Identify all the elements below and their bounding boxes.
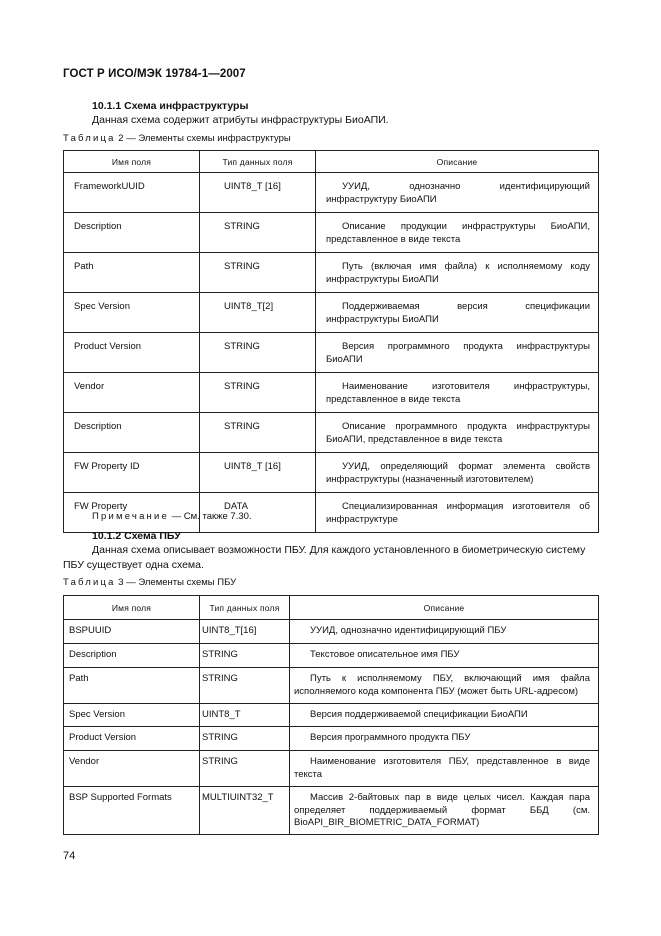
column-header-description: Описание bbox=[316, 151, 599, 173]
column-header-data-type: Тип данных поля bbox=[200, 151, 316, 173]
data-type-cell: STRING bbox=[200, 333, 316, 373]
table-row bbox=[64, 253, 599, 293]
field-name-cell: Path bbox=[64, 668, 200, 704]
description-cell: Массив 2-байтовых пар в виде целых чисел. Каждая пара определяет поддерживаемый формат ББД (см. BioAPI_BIR_BIOMETRIC_DATA_FORMAT) bbox=[290, 787, 599, 835]
data-type-cell: UINT8_T [16] bbox=[200, 173, 316, 213]
data-type-cell: STRING bbox=[200, 373, 316, 413]
field-name-cell: FW Property bbox=[64, 493, 200, 533]
data-type-cell: STRING bbox=[200, 213, 316, 253]
section-title-bsp-schema: 10.1.2 Схема ПБУ bbox=[92, 530, 181, 542]
column-header-field-name: Имя поля bbox=[64, 151, 200, 173]
column-header-data-type: Тип данных поля bbox=[200, 596, 290, 620]
data-type-cell: UINT8_T bbox=[200, 704, 290, 727]
table-2-note bbox=[92, 511, 252, 522]
description-cell: Наименование изготовителя ПБУ, представленное в виде текста bbox=[290, 751, 599, 787]
table-row bbox=[64, 668, 599, 704]
table-row bbox=[64, 173, 599, 213]
table-row bbox=[64, 787, 599, 835]
description-cell: УУИД, однозначно идентифицирующий инфраструктуру БиоАПИ bbox=[316, 173, 599, 213]
description-cell: Текстовое описательное имя ПБУ bbox=[290, 644, 599, 668]
data-type-cell: UINT8_T [16] bbox=[200, 453, 316, 493]
section-title-infrastructure-schema: 10.1.1 Схема инфраструктуры bbox=[92, 100, 249, 112]
note-text: — См. также 7.30. bbox=[171, 511, 252, 522]
table-row bbox=[64, 373, 599, 413]
data-type-cell: STRING bbox=[200, 727, 290, 751]
field-name-cell: Product Version bbox=[64, 727, 200, 751]
field-name-cell: FrameworkUUID bbox=[64, 173, 200, 213]
column-header-field-name: Имя поля bbox=[64, 596, 200, 620]
table-header-row bbox=[64, 596, 599, 620]
table-row bbox=[64, 620, 599, 644]
field-name-cell: Path bbox=[64, 253, 200, 293]
field-name-cell: BSP Supported Formats bbox=[64, 787, 200, 835]
description-cell: Описание программного продукта инфраструктуры БиоАПИ, представленное в виде текста bbox=[316, 413, 599, 453]
column-header-description: Описание bbox=[290, 596, 599, 620]
note-label: Примечание bbox=[92, 511, 169, 522]
table-caption-label: Таблица bbox=[63, 577, 116, 588]
table-row bbox=[64, 213, 599, 253]
data-type-cell: DATA bbox=[200, 493, 316, 533]
field-name-cell: Spec Version bbox=[64, 704, 200, 727]
data-type-cell: STRING bbox=[200, 751, 290, 787]
table-row bbox=[64, 727, 599, 751]
data-type-cell: UINT8_T[2] bbox=[200, 293, 316, 333]
field-name-cell: Description bbox=[64, 644, 200, 668]
data-type-cell: STRING bbox=[200, 644, 290, 668]
table-2-caption bbox=[63, 133, 291, 144]
data-type-cell: STRING bbox=[200, 413, 316, 453]
section-intro-infrastructure: Данная схема содержит атрибуты инфраструктуры БиоАПИ. bbox=[92, 114, 389, 126]
field-name-cell: Vendor bbox=[64, 751, 200, 787]
field-name-cell: Vendor bbox=[64, 373, 200, 413]
table-header-row bbox=[64, 151, 599, 173]
data-type-cell: STRING bbox=[200, 253, 316, 293]
field-name-cell: FW Property ID bbox=[64, 453, 200, 493]
description-cell: Версия поддерживаемой спецификации БиоАПИ bbox=[290, 704, 599, 727]
table-caption-text: 2 — Элементы схемы инфраструктуры bbox=[118, 133, 291, 144]
description-cell: Наименование изготовителя инфраструктуры, представленное в виде текста bbox=[316, 373, 599, 413]
table-row bbox=[64, 644, 599, 668]
data-type-cell: MULTIUINT32_T bbox=[200, 787, 290, 835]
description-cell: Версия программного продукта инфраструктуры БиоАПИ bbox=[316, 333, 599, 373]
data-type-cell: STRING bbox=[200, 668, 290, 704]
description-cell: УУИД, однозначно идентифицирующий ПБУ bbox=[290, 620, 599, 644]
field-name-cell: Description bbox=[64, 213, 200, 253]
field-name-cell: Spec Version bbox=[64, 293, 200, 333]
description-cell: Описание продукции инфраструктуры БиоАПИ, представленное в виде текста bbox=[316, 213, 599, 253]
field-name-cell: BSPUUID bbox=[64, 620, 200, 644]
infrastructure-schema-table bbox=[63, 150, 599, 533]
table-3-caption bbox=[63, 577, 236, 588]
table-row bbox=[64, 413, 599, 453]
table-row bbox=[64, 333, 599, 373]
document-code-header: ГОСТ Р ИСО/МЭК 19784-1—2007 bbox=[63, 68, 246, 80]
description-cell: Путь к исполняемому ПБУ, включающий имя файла исполняемого кода компонента ПБУ (может быть URL-адресом) bbox=[290, 668, 599, 704]
bsp-schema-table bbox=[63, 595, 599, 835]
table-row bbox=[64, 704, 599, 727]
field-name-cell: Product Version bbox=[64, 333, 200, 373]
page-number: 74 bbox=[63, 850, 76, 862]
data-type-cell: UINT8_T[16] bbox=[200, 620, 290, 644]
section-intro-bsp: Данная схема описывает возможности ПБУ. Для каждого установленного в биометрическую систему ПБУ существует одна схема. bbox=[63, 544, 586, 571]
table-caption-label: Таблица bbox=[63, 133, 116, 144]
description-cell: УУИД, определяющий формат элемента свойств инфраструктуры (назначенный изготовителем) bbox=[316, 453, 599, 493]
description-cell: Поддерживаемая версия спецификации инфраструктуры БиоАПИ bbox=[316, 293, 599, 333]
table-row bbox=[64, 453, 599, 493]
table-row bbox=[64, 751, 599, 787]
field-name-cell: Description bbox=[64, 413, 200, 453]
table-caption-text: 3 — Элементы схемы ПБУ bbox=[118, 577, 237, 588]
description-cell: Версия программного продукта ПБУ bbox=[290, 727, 599, 751]
description-cell: Специализированная информация изготовителя об инфраструктуре bbox=[316, 493, 599, 533]
table-row bbox=[64, 293, 599, 333]
description-cell: Путь (включая имя файла) к исполняемому коду инфраструктуры БиоАПИ bbox=[316, 253, 599, 293]
